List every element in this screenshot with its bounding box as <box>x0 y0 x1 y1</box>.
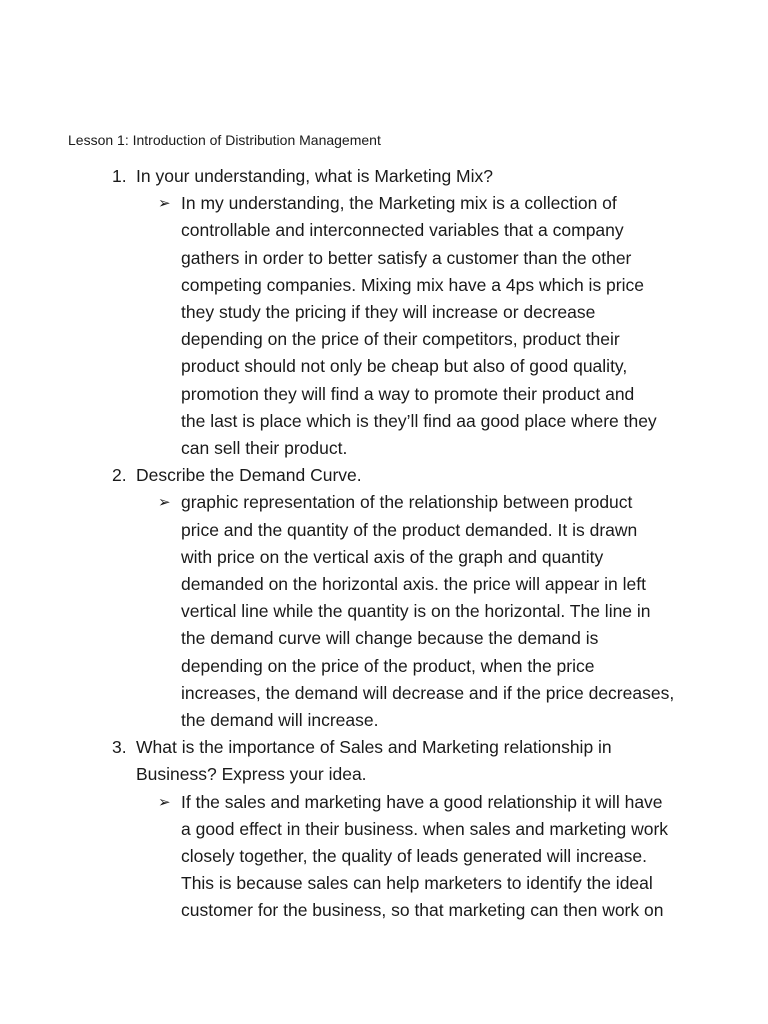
arrow-bullet-icon: ➢ <box>158 195 171 213</box>
question-number: 2. <box>112 465 127 486</box>
answer-2 <box>0 489 768 734</box>
question-list <box>0 163 768 925</box>
answer-text: graphic representation of the relationship between product price and the quantity of the product demanded. It is drawn with price on the vertical axis of the graph and quantity demanded on the horizontal axis. the price will appear in left vertical line while the quantity is on the horizontal. The line in the demand curve will change because the demand is depending on the price of the product, when the price increases, the demand will decrease and if the price decreases, the demand will increase. <box>181 492 675 731</box>
question-1 <box>0 163 768 462</box>
arrow-bullet-icon: ➢ <box>158 793 171 811</box>
question-text: In your understanding, what is Marketing Mix? <box>136 166 493 186</box>
answer-text: If the sales and marketing have a good relationship it will have a good effect in their business. when sales and marketing work closely together, the quality of leads generated will increase. This is because sales can help marketers to identify the ideal customer for the business, so that marketing can then work on <box>181 791 669 921</box>
arrow-bullet-icon: ➢ <box>158 494 171 512</box>
lesson-title: Lesson 1: Introduction of Distribution Management <box>68 132 381 148</box>
answer-1 <box>0 190 768 462</box>
question-text: What is the importance of Sales and Marketing relationship in Business? Express your idea. <box>136 737 612 785</box>
question-number: 3. <box>112 737 127 758</box>
answer-3 <box>0 789 768 925</box>
answer-text: In my understanding, the Marketing mix is a collection of controllable and interconnected variables that a company gathers in order to better satisfy a customer than the other competing companies. Mixing mix have a 4ps which is price they study the pricing if they will increase or decrease depending on the price of their competitors, product their product should not only be cheap but also of good quality, promotion they will find a way to promote their product and the last is place which is they’ll find aa good place where they can sell their product. <box>181 193 657 459</box>
question-2 <box>0 462 768 734</box>
question-3 <box>0 734 768 924</box>
question-text: Describe the Demand Curve. <box>136 465 362 486</box>
question-number: 1. <box>112 166 127 186</box>
